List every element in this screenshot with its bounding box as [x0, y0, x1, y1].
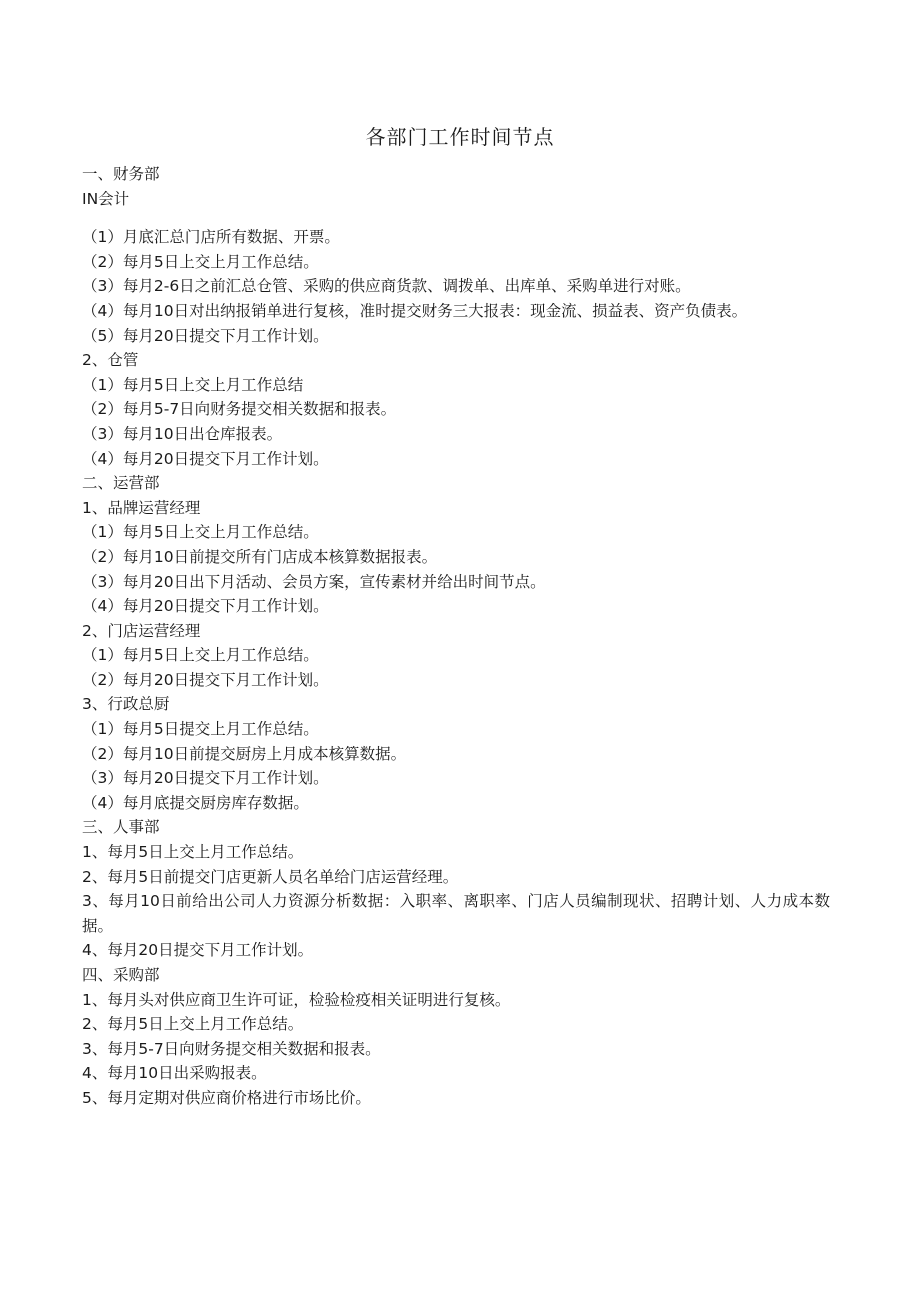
subsection-store-ops-manager: 2、门店运营经理	[82, 621, 201, 640]
list-item: 1、每月5日上交上月工作总结。	[82, 843, 304, 862]
list-item: 2、每月5日上交上月工作总结。	[82, 1015, 304, 1034]
document-body	[82, 162, 830, 1111]
list-item: 3、每月10日前给出公司人力资源分析数据：入职率、离职率、门店人员编制现状、招聘计划、人力成本数据。	[82, 892, 830, 935]
list-item: （4）每月20日提交下月工作计划。	[82, 449, 329, 468]
list-item: （2）每月10日前提交厨房上月成本核算数据。	[82, 744, 407, 763]
list-item: （4）每月底提交厨房库存数据。	[82, 793, 309, 812]
list-item: 2、每月5日前提交门店更新人员名单给门店运营经理。	[82, 867, 459, 886]
list-item: （2）每月5日上交上月工作总结。	[82, 252, 319, 271]
subsection-warehouse: 2、仓管	[82, 351, 139, 370]
section-heading-procurement: 四、采购部	[82, 966, 160, 984]
subsection-executive-chef: 3、行政总厨	[82, 695, 170, 714]
subsection-brand-ops-manager: 1、品牌运营经理	[82, 498, 201, 517]
list-item: 4、每月20日提交下月工作计划。	[82, 941, 314, 960]
page-title: 各部门工作时间节点	[365, 125, 555, 149]
list-item: （1）月底汇总门店所有数据、开票。	[82, 228, 340, 247]
section-heading-finance: 一、财务部	[82, 165, 160, 183]
list-item: （3）每月10日出仓库报表。	[82, 424, 283, 443]
subsection-accounting: IN会计	[82, 189, 130, 208]
blank-line	[82, 211, 830, 225]
section-heading-hr: 三、人事部	[82, 818, 160, 837]
list-item: （2）每月5-7日向财务提交相关数据和报表。	[82, 400, 397, 419]
list-item: 4、每月10日出采购报表。	[82, 1064, 267, 1083]
list-item: （2）每月10日前提交所有门店成本核算数据报表。	[82, 547, 438, 566]
list-item: （1）每月5日提交上月工作总结。	[82, 720, 319, 739]
list-item: 3、每月5-7日向财务提交相关数据和报表。	[82, 1039, 381, 1058]
list-item: （1）每月5日上交上月工作总结	[82, 375, 304, 394]
list-item: （2）每月20日提交下月工作计划。	[82, 670, 329, 689]
list-item: （3）每月20日提交下月工作计划。	[82, 769, 329, 788]
section-heading-operations: 二、运营部	[82, 474, 160, 493]
list-item: （1）每月5日上交上月工作总结。	[82, 646, 319, 665]
list-item: （4）每月10日对出纳报销单进行复核，准时提交财务三大报表：现金流、损益表、资产负债表。	[82, 301, 748, 320]
list-item: 5、每月定期对供应商价格进行市场比价。	[82, 1088, 371, 1107]
list-item: 1、每月头对供应商卫生许可证，检验检疫相关证明进行复核。	[82, 990, 511, 1009]
list-item: （4）每月20日提交下月工作计划。	[82, 597, 329, 616]
list-item: （3）每月2-6日之前汇总仓管、采购的供应商货款、调拨单、出库单、采购单进行对账。	[82, 277, 691, 296]
list-item: （1）每月5日上交上月工作总结。	[82, 523, 319, 542]
list-item: （3）每月20日出下月活动、会员方案，宣传素材并给出时间节点。	[82, 572, 546, 591]
list-item: （5）每月20日提交下月工作计划。	[82, 326, 329, 345]
